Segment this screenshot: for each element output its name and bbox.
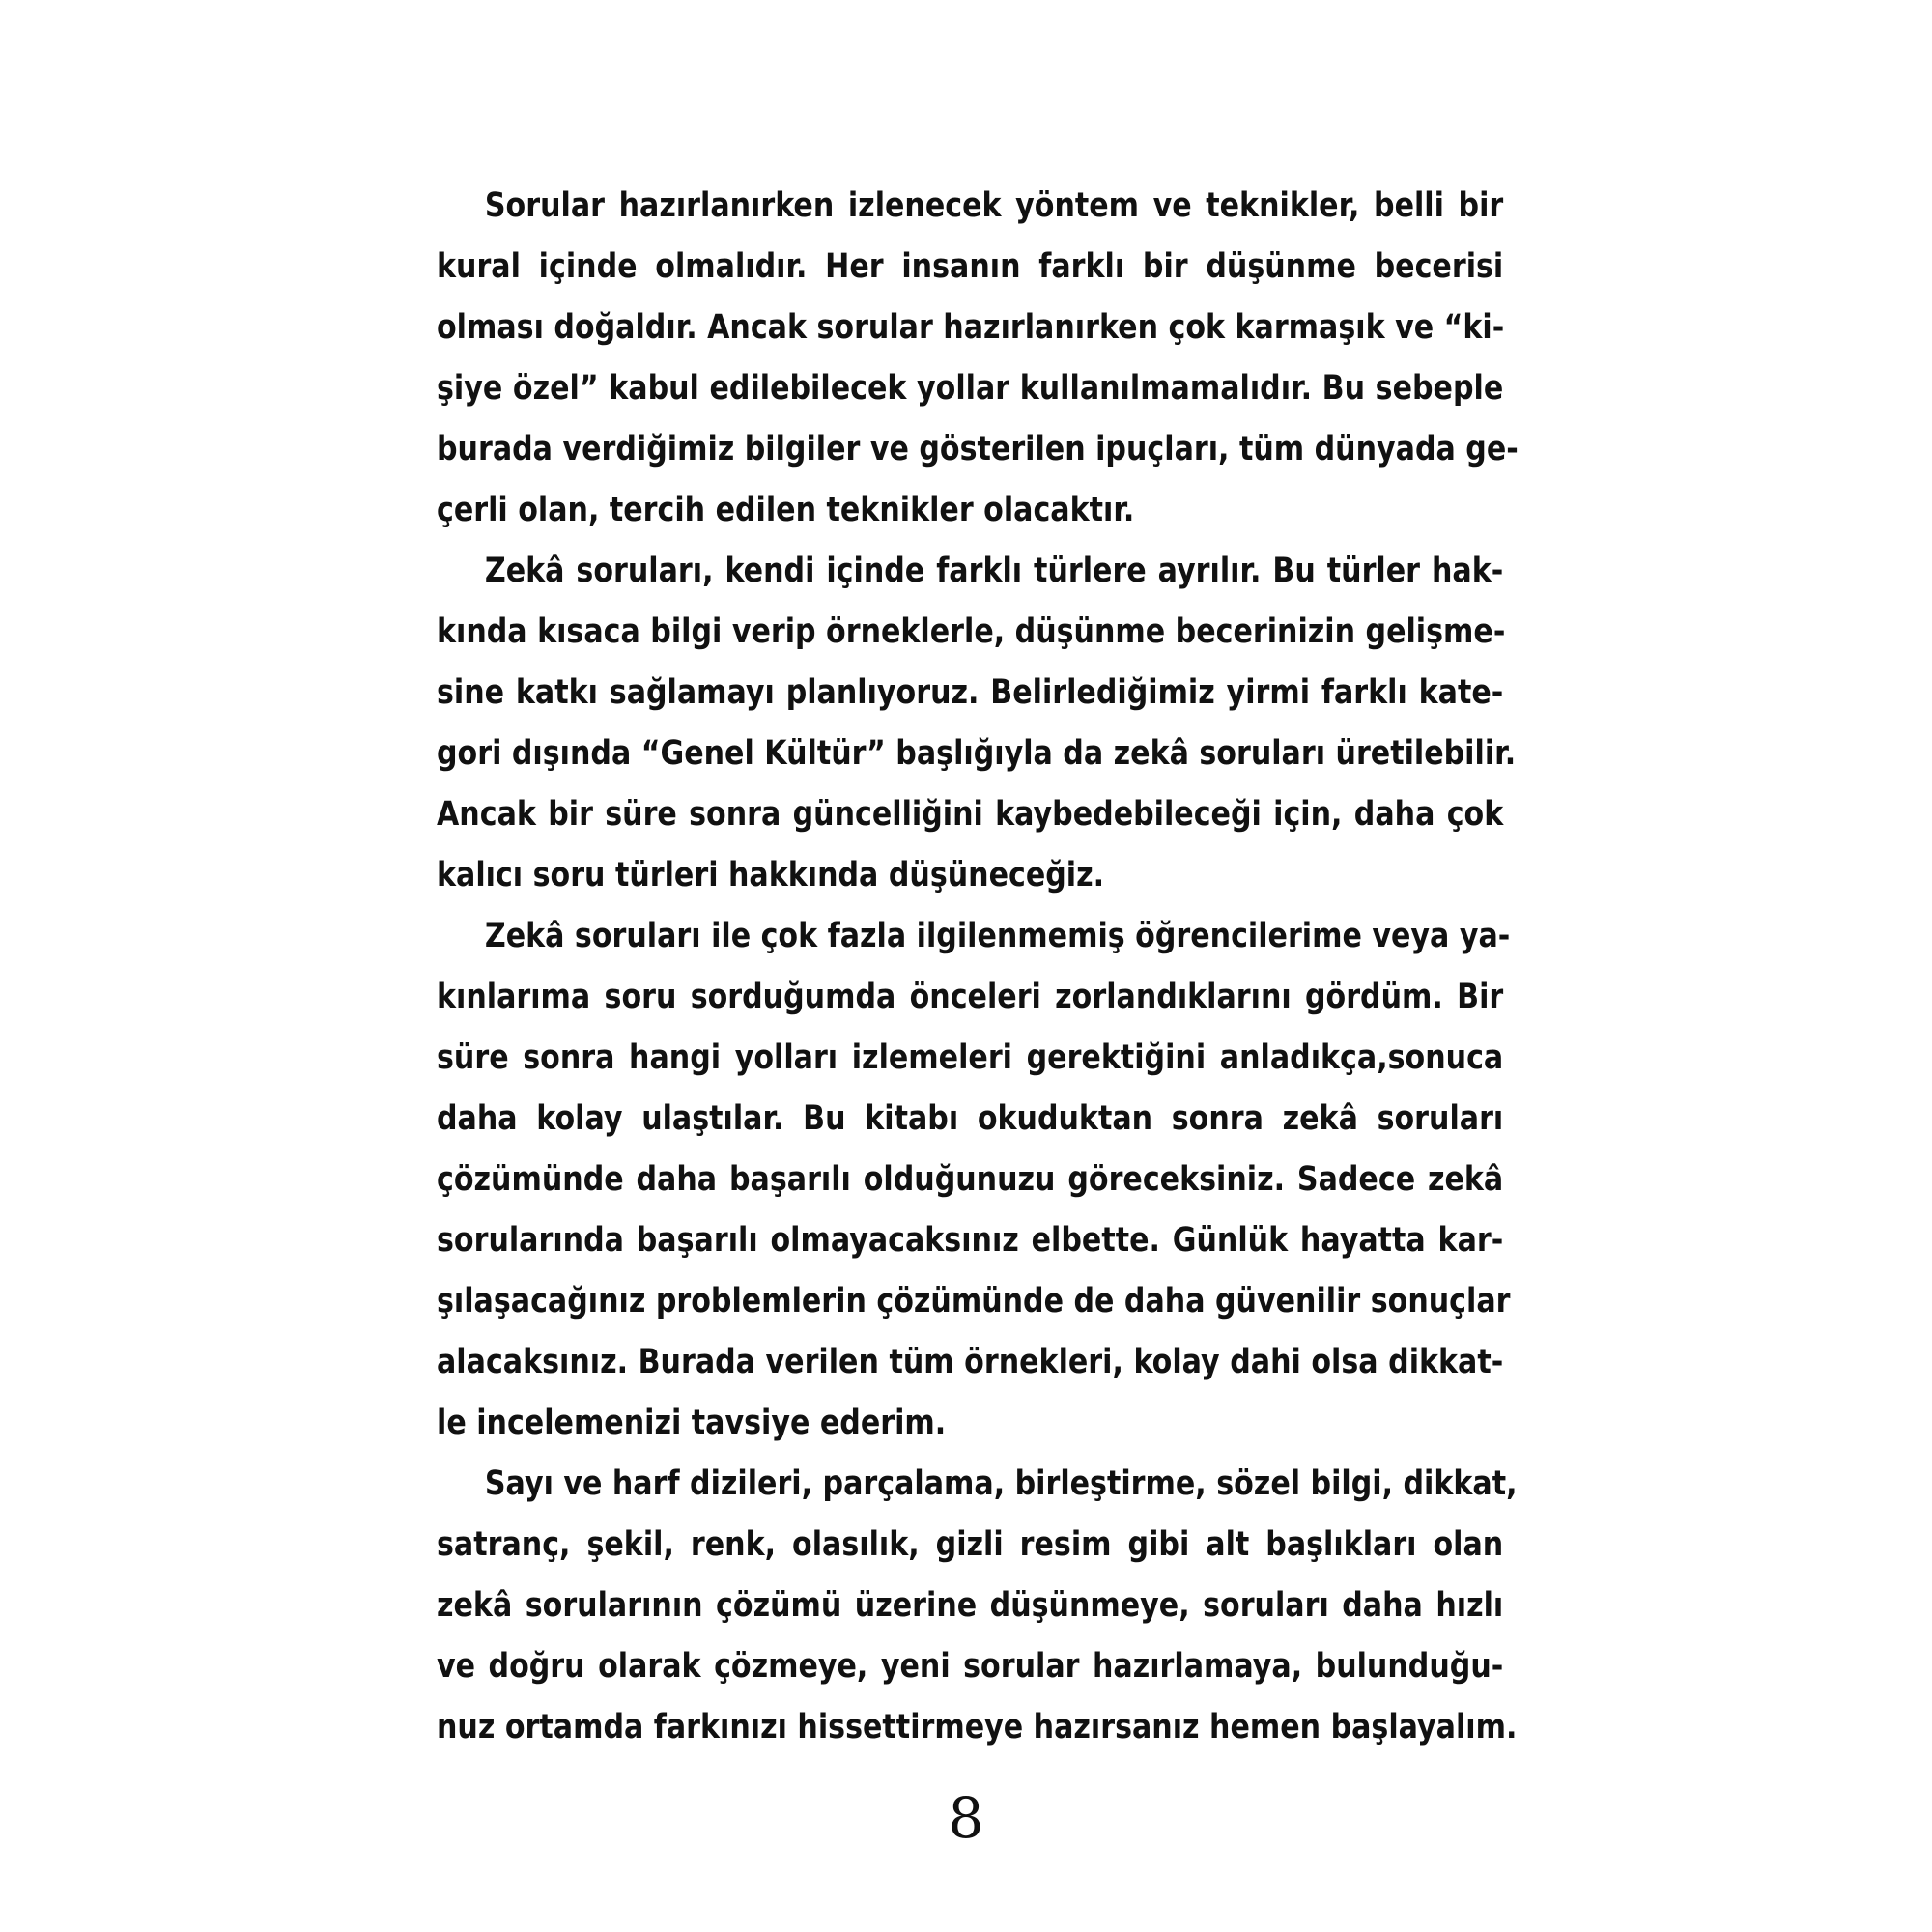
paragraph-4-line-3: zekâ sorularının çözümü üzerine düşünmeye, soruları daha hızlı xyxy=(437,1586,1504,1625)
paragraph-1-line-5: burada verdiğimiz bilgiler ve gösterilen ipuçları, tüm dünyada ge- xyxy=(437,430,1519,469)
paragraph-1-line-6: çerli olan, tercih edilen teknikler olacaktır. xyxy=(437,491,1135,529)
paragraph-4-line-4: ve doğru olarak çözmeye, yeni sorular hazırlamaya, bulunduğu- xyxy=(437,1647,1504,1686)
paragraph-4-line-5: nuz ortamda farkınızı hissettirmeye hazırsanız hemen başlayalım. xyxy=(437,1708,1518,1747)
paragraph-1-line-2: kural içinde olmalıdır. Her insanın farklı bir düşünme becerisi xyxy=(437,247,1504,286)
paragraph-1-line-1: Sorular hazırlanırken izlenecek yöntem ve teknikler, belli bir xyxy=(484,186,1504,225)
paragraph-2-line-3: sine katkı sağlamayı planlıyoruz. Belirlediğimiz yirmi farklı kate- xyxy=(437,673,1504,712)
paragraph-2-line-1: Zekâ soruları, kendi içinde farklı türlere ayrılır. Bu türler hak- xyxy=(484,552,1504,590)
paragraph-3-line-6: sorularında başarılı olmayacaksınız elbette. Günlük hayatta kar- xyxy=(437,1221,1504,1260)
paragraph-3-line-1: Zekâ soruları ile çok fazla ilgilenmemiş öğrencilerime veya ya- xyxy=(484,917,1511,955)
paragraph-3-line-3: süre sonra hangi yolları izlemeleri gerektiğini anladıkça,sonuca xyxy=(437,1038,1504,1077)
paragraph-3-line-2: kınlarıma soru sorduğumda önceleri zorlandıklarını gördüm. Bir xyxy=(437,978,1504,1016)
paragraph-3-line-8: alacaksınız. Burada verilen tüm örnekleri, kolay dahi olsa dikkat- xyxy=(437,1343,1504,1381)
body-text xyxy=(437,176,1519,1758)
paragraph-1-line-4: şiye özel” kabul edilebilecek yollar kullanılmamalıdır. Bu sebeple xyxy=(437,369,1504,408)
paragraph-4-line-1: Sayı ve harf dizileri, parçalama, birleştirme, sözel bilgi, dikkat, xyxy=(484,1464,1518,1503)
page-number: 8 xyxy=(948,1785,984,1851)
paragraph-2-line-2: kında kısaca bilgi verip örneklerle, düşünme becerinizin gelişme- xyxy=(437,612,1506,651)
paragraph-4-line-2: satranç, şekil, renk, olasılık, gizli resim gibi alt başlıkları olan xyxy=(437,1525,1504,1564)
paragraph-3-line-4: daha kolay ulaştılar. Bu kitabı okuduktan sonra zekâ soruları xyxy=(437,1099,1504,1138)
paragraph-2-line-6: kalıcı soru türleri hakkında düşüneceğiz. xyxy=(437,856,1105,895)
paragraph-2-line-4: gori dışında “Genel Kültür” başlığıyla da zekâ soruları üretilebilir. xyxy=(437,734,1517,773)
paragraph-3-line-7: şılaşacağınız problemlerin çözümünde de daha güvenilir sonuçlar xyxy=(437,1282,1511,1321)
paragraph-1-line-3: olması doğaldır. Ancak sorular hazırlanırken çok karmaşık ve “ki- xyxy=(437,308,1505,347)
paragraph-3-line-9: le incelemenizi tavsiye ederim. xyxy=(437,1404,947,1442)
paragraph-2-line-5: Ancak bir süre sonra güncelliğini kaybedebileceği için, daha çok xyxy=(437,795,1504,834)
paragraph-3-line-5: çözümünde daha başarılı olduğunuzu göreceksiniz. Sadece zekâ xyxy=(437,1160,1504,1199)
